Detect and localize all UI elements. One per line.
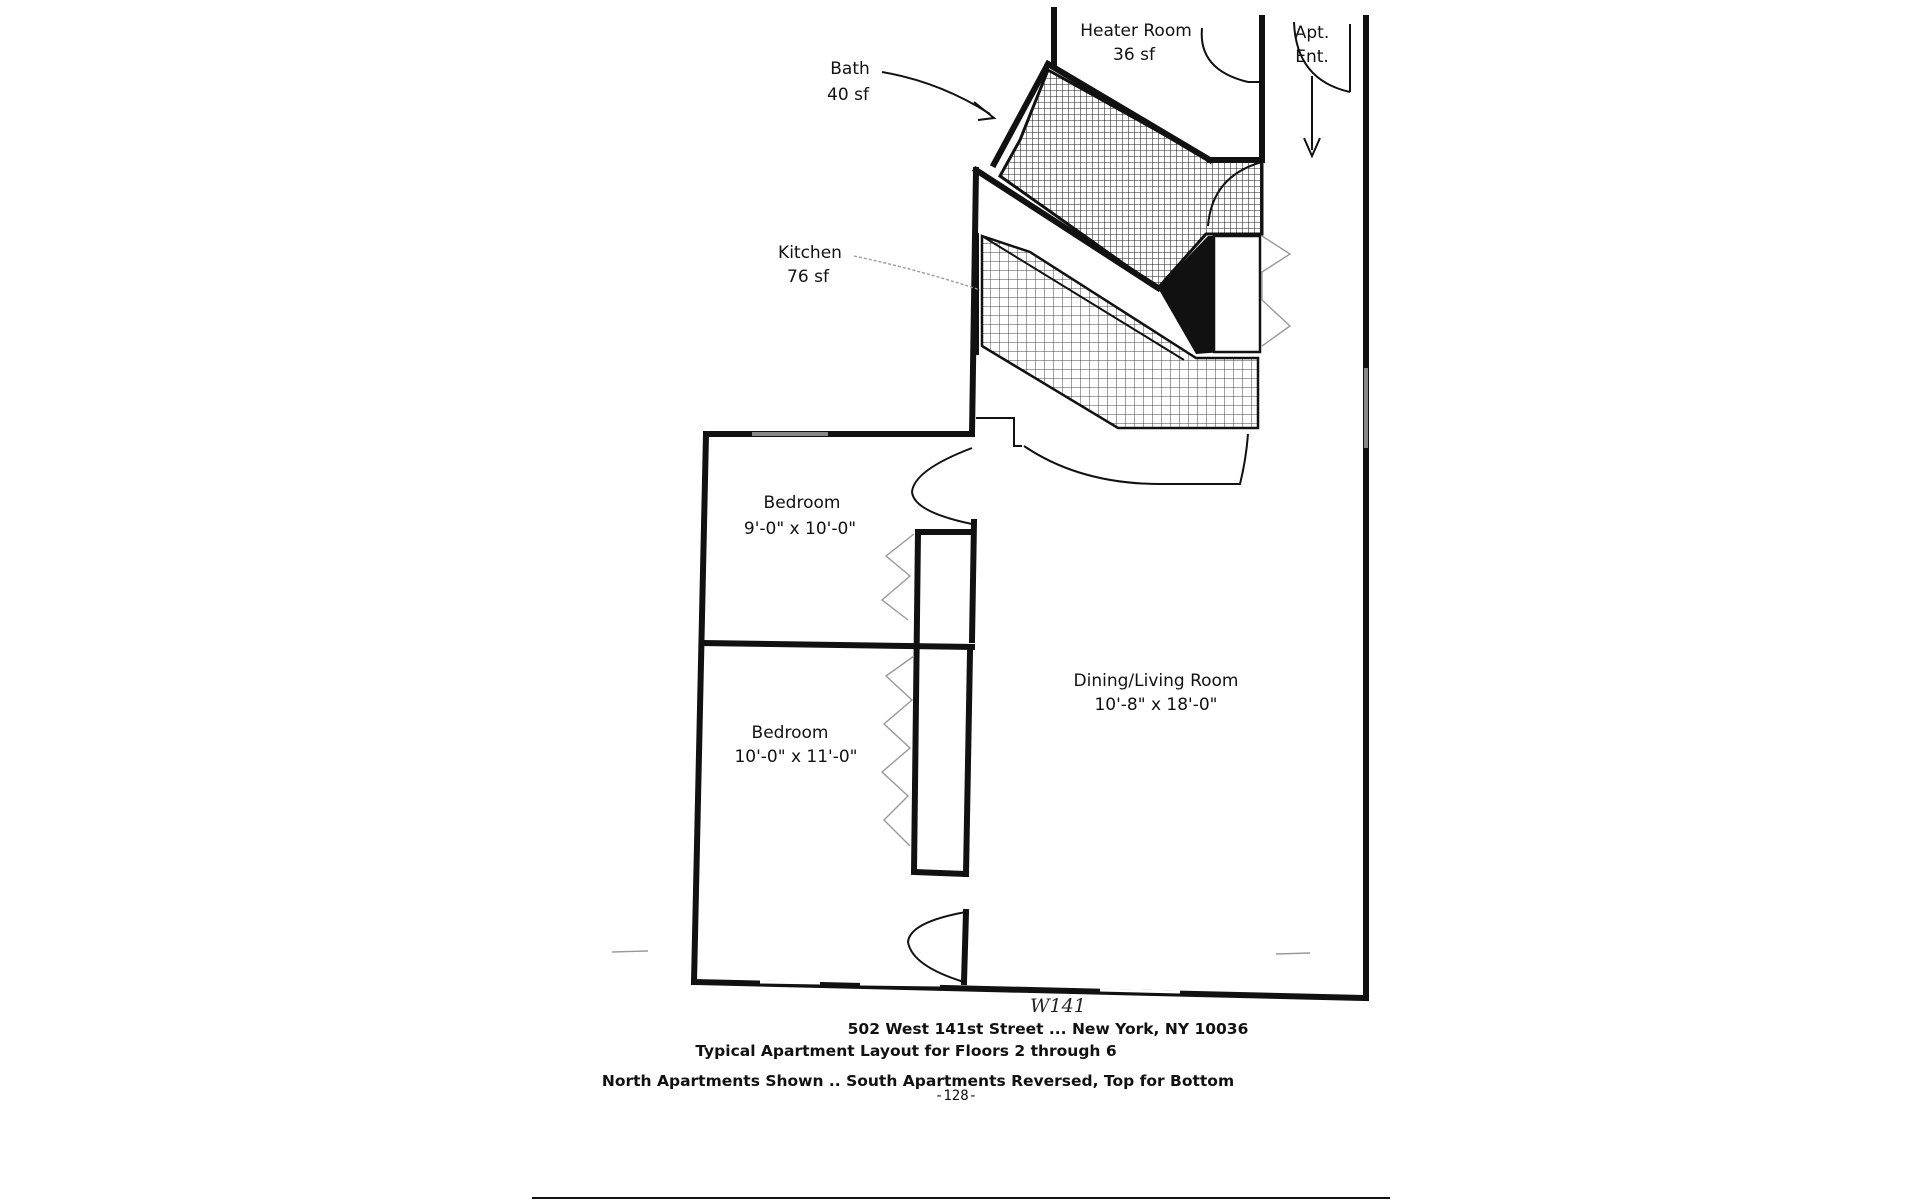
bedroom1-name: Bedroom — [763, 493, 841, 513]
corridor-door-swing — [1024, 434, 1248, 484]
bedroom2-size: 10'-0" x 11'-0" — [734, 747, 858, 767]
bedroom-divider-wall — [702, 643, 972, 647]
bedroom2-name: Bedroom — [751, 723, 829, 743]
caption-page-number: -128- — [934, 1088, 978, 1104]
bedroom2-door-swing — [908, 912, 966, 982]
bedroom1-size: 9'-0" x 10'-0" — [743, 519, 857, 539]
kitchen-pointer-arrow — [854, 256, 980, 290]
kitchen-name: Kitchen — [778, 243, 842, 263]
handwritten-note: W141 — [1030, 995, 1086, 1017]
closet2-bifold — [882, 656, 914, 846]
closet1-bifold — [882, 534, 914, 620]
living-room-size: 10'-8" x 18'-0" — [1094, 695, 1218, 715]
bedroom-west-wall — [694, 434, 706, 982]
bath-area-label: 40 sf — [827, 85, 869, 105]
bath-name: Bath — [830, 59, 870, 79]
heater-room-name: Heater Room — [1080, 21, 1192, 41]
bedroom-partition-foot — [964, 912, 966, 982]
caption-note: North Apartments Shown .. South Apartments Reversed, Top for Bottom — [601, 1072, 1235, 1090]
bath-pointer-arrow — [882, 72, 990, 114]
bedroom-partition-lower — [966, 652, 970, 874]
corridor-jamb — [976, 418, 1022, 446]
windows — [752, 368, 1366, 992]
kitchen-area-label: 76 sf — [787, 267, 829, 287]
bedroom-partition-upper — [972, 522, 974, 640]
closet-wall — [914, 532, 972, 874]
bath-pointer-head — [974, 102, 994, 120]
kitchen-cabinet — [1214, 236, 1260, 352]
bedroom1-door-swing — [912, 448, 972, 524]
kitchen-bifold-door — [1262, 236, 1290, 346]
stray-mark-right — [1276, 953, 1310, 954]
heater-room-area: 36 sf — [1113, 45, 1155, 65]
stray-mark-left — [612, 951, 648, 952]
entrance-label-line1: Apt. — [1294, 23, 1330, 43]
entrance-label-line2: Ent. — [1295, 47, 1329, 67]
caption-address: 502 West 141st Street ... New York, NY 10036 — [847, 1020, 1249, 1038]
heater-door-swing — [1202, 28, 1248, 82]
living-room-name: Dining/Living Room — [1073, 671, 1239, 691]
caption-layout: Typical Apartment Layout for Floors 2 through 6 — [695, 1042, 1117, 1060]
